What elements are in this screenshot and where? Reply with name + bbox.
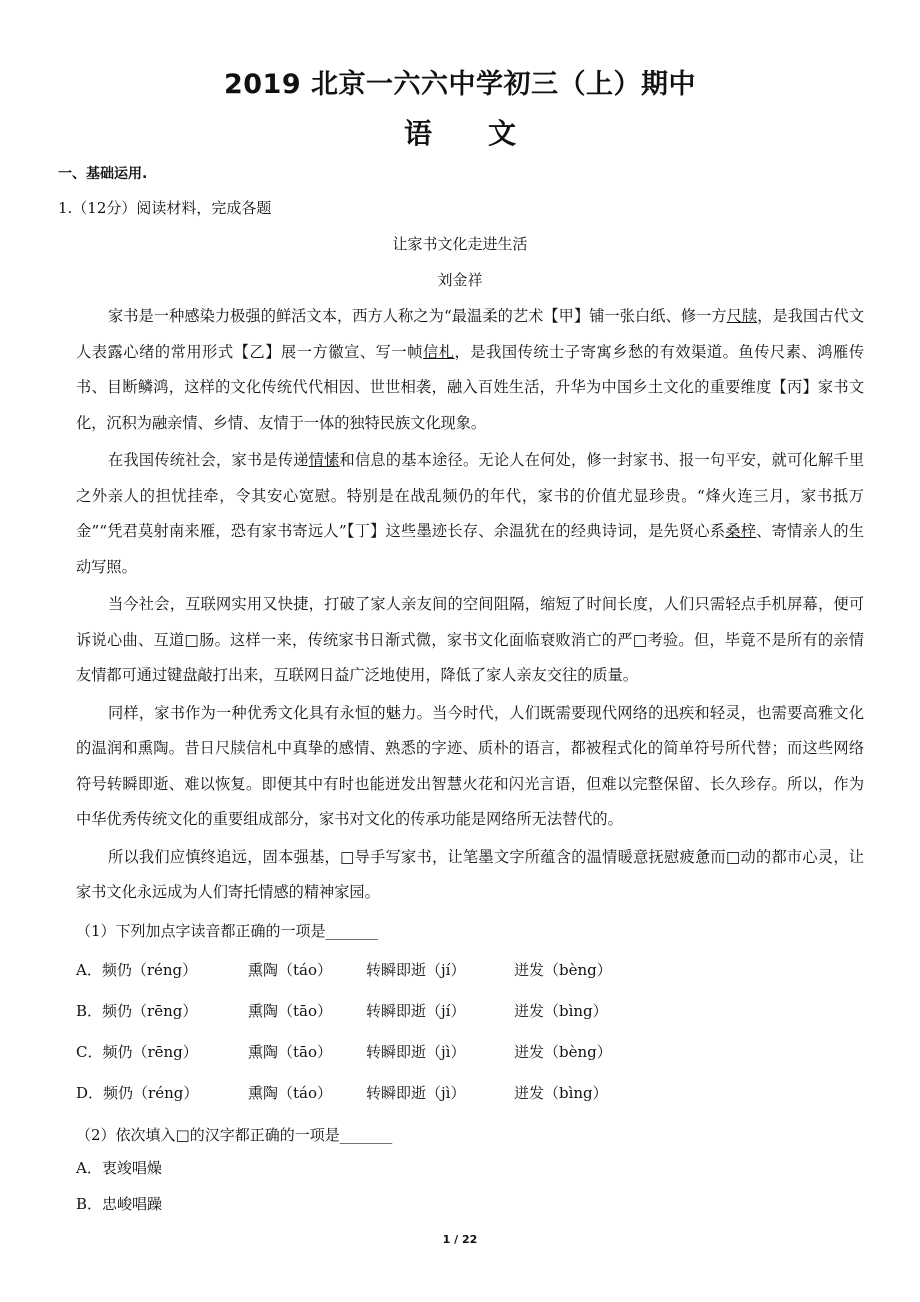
option-cell: 熏陶（tāo） bbox=[248, 1043, 333, 1061]
p1-text-a: 家书是一种感染力极强的鲜活文本，西方人称之为“最温柔的艺术【甲】铺一张白纸、修一方 bbox=[108, 307, 727, 325]
sub-question-2-option-b: B．忠峻唱躁 bbox=[76, 1195, 163, 1213]
article-paragraph-3: 当今社会，互联网实用又快捷，打破了家人亲友间的空间阻隔，缩短了时间长度，人们只需轻点手机屏幕，便可诉说心曲、互道□肠。这样一来，传统家书日渐式微，家书文化面临衰败消亡的严□考验。但，毕竟不是所有的亲情友情都可通过键盘敲打出来，互联网日益广泛地使用，降低了家人亲友交往的质量。 bbox=[76, 595, 864, 684]
article-body bbox=[76, 299, 864, 913]
option-cell: 熏陶（táo） bbox=[248, 961, 333, 979]
sub-question-2-prompt: （2）依次填入□的汉字都正确的一项是_______ bbox=[76, 1126, 393, 1144]
p2-underlined-term-1: 情愫 bbox=[308, 451, 340, 469]
page-number: 1 / 22 bbox=[442, 1233, 478, 1246]
article-paragraph-5: 所以我们应慎终追远，固本强基，□导手写家书，让笔墨文字所蕴含的温情暖意抚慰疲惫而□动的都市心灵，让家书文化永远成为人们寄托情感的精神家园。 bbox=[76, 847, 864, 901]
option-cell: B．频仍（rēng） bbox=[76, 1002, 198, 1020]
option-cell: 迸发（bìng） bbox=[514, 1084, 608, 1102]
document-title: 2019 北京一六六中学初三（上）期中 bbox=[223, 69, 697, 100]
option-cell: 熏陶（táo） bbox=[248, 1084, 333, 1102]
option-cell: 转瞬即逝（jì） bbox=[366, 1043, 466, 1061]
sub-question-2-option-a: A．衷竣唱燥 bbox=[76, 1159, 162, 1177]
p1-text-c: ，是我国传统士子寄寓乡愁的有效渠道。鱼传尺素、鸿雁传书、目断鳞鸿，这样的文化传统代代相因、世世相袭，融入百姓生活，升华为中国乡土文化的重要维度【丙】家书文化，沉积为融亲情、乡情、友情于一体的独特民族文化现象。 bbox=[76, 342, 865, 432]
option-cell: A．频仍（réng） bbox=[76, 961, 198, 979]
p2-text-a: 在我国传统社会，家书是传递 bbox=[108, 451, 309, 469]
article-title: 让家书文化走进生活 bbox=[392, 235, 528, 253]
option-cell: 迸发（bìng） bbox=[514, 1002, 608, 1020]
option-cell: 迸发（bèng） bbox=[514, 961, 612, 979]
p2-underlined-term-2: 桑梓 bbox=[725, 522, 757, 540]
document-subtitle: 语文 bbox=[403, 117, 572, 150]
article-author: 刘金祥 bbox=[437, 271, 483, 289]
option-cell: 转瞬即逝（jí） bbox=[366, 961, 466, 979]
section-heading: 一、基础运用. bbox=[58, 166, 148, 182]
article-paragraph-1 bbox=[76, 299, 864, 441]
option-cell: C．频仍（rēng） bbox=[76, 1043, 198, 1061]
question-heading: 1.（12分）阅读材料，完成各题 bbox=[58, 199, 272, 217]
article-paragraph-2 bbox=[76, 443, 864, 585]
p1-underlined-term-2: 信札 bbox=[422, 342, 455, 361]
option-cell: 转瞬即逝（jì） bbox=[366, 1084, 466, 1102]
article-paragraph-4: 同样，家书作为一种优秀文化具有永恒的魅力。当今时代，人们既需要现代网络的迅疾和轻灵，也需要高雅文化的温润和熏陶。昔日尺牍信札中真挚的感情、熟悉的字迹、质朴的语言，都被程式化的简单符号所代替；而这些网络符号转瞬即逝、难以恢复。即便其中有时也能迸发出智慧火花和闪光言语，但难以完整保留、长久珍存。所以，作为中华优秀传统文化的重要组成部分，家书对文化的传承功能是网络所无法替代的。 bbox=[76, 703, 864, 828]
p2-text-c: 、寄情亲人的生动写照。 bbox=[76, 522, 865, 576]
option-cell: 迸发（bèng） bbox=[514, 1043, 612, 1061]
p1-underlined-term-1: 尺牍 bbox=[726, 307, 758, 325]
option-cell: 熏陶（tāo） bbox=[248, 1002, 333, 1020]
p2-text-b: 和信息的基本途径。无论人在何处，修一封家书、报一句平安，就可化解千里之外亲人的担忧挂牵，令其安心宽慰。特别是在战乱频仍的年代，家书的价值尤显珍贵。“烽火连三月，家书抵万金”“凭君莫射南来雁，恐有家书寄远人”【丁】这些墨迹长存、余温犹在的经典诗词，是先贤心系 bbox=[76, 451, 865, 540]
sub-question-1-prompt: （1）下列加点字读音都正确的一项是_______ bbox=[76, 922, 379, 940]
option-cell: 转瞬即逝（jí） bbox=[366, 1002, 466, 1020]
option-cell: D．频仍（réng） bbox=[76, 1084, 199, 1102]
p1-text-b: ，是我国古代文人表露心绪的常用形式【乙】展一方徽宣、写一帧 bbox=[76, 307, 865, 361]
